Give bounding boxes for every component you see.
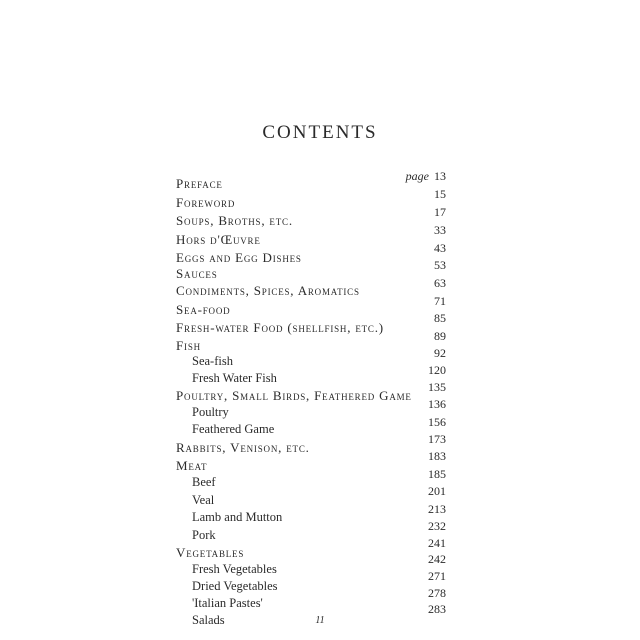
- toc-page-number: [406, 169, 446, 184]
- page-number-value: 15: [434, 187, 446, 201]
- toc-subsection-title: Fresh Water Fish: [192, 371, 277, 385]
- toc-section-title: Rabbits, Venison, etc.: [176, 440, 310, 455]
- page-number-value: 85: [434, 311, 446, 325]
- toc-section-title: Condiments, Spices, Aromatics: [176, 283, 360, 298]
- toc-section-title: Eggs and Egg Dishes: [176, 250, 302, 265]
- toc-section-title: Vegetables: [176, 545, 245, 560]
- toc-page-number: [434, 346, 446, 361]
- page-number-value: 183: [428, 449, 446, 463]
- toc-subsection-title: Poultry: [192, 405, 229, 419]
- toc-page-number: [428, 484, 446, 499]
- page-number-value: 33: [434, 223, 446, 237]
- toc-subsection-title: Veal: [192, 493, 215, 507]
- toc-page-number: [428, 449, 446, 464]
- page-number-value: 241: [428, 536, 446, 550]
- toc-section-title: Soups, Broths, etc.: [176, 213, 293, 228]
- toc-subsection-title: Beef: [192, 475, 216, 489]
- page-number-value: 13: [434, 169, 446, 183]
- page-number-value: 156: [428, 415, 446, 429]
- toc-section-title: Fish: [176, 338, 201, 353]
- page-number-value: 43: [434, 241, 446, 255]
- toc-page-number: [428, 380, 446, 395]
- page-number-value: 53: [434, 258, 446, 272]
- page-number-value: 201: [428, 484, 446, 498]
- toc-page-number: [434, 329, 446, 344]
- toc-subsection-title: Lamb and Mutton: [192, 510, 283, 524]
- toc-section-title: Hors d'Œuvre: [176, 232, 261, 247]
- page-number-value: 232: [428, 519, 446, 533]
- toc-page-number: [428, 397, 446, 412]
- page-number-value: 173: [428, 432, 446, 446]
- page-number-value: 17: [434, 205, 446, 219]
- toc-page-number: [434, 311, 446, 326]
- page-number-value: 283: [428, 602, 446, 616]
- toc-page-number: [428, 536, 446, 551]
- toc-section-title: Foreword: [176, 195, 236, 210]
- toc-page-number: [428, 467, 446, 482]
- toc-section-title: Poultry, Small Birds, Feathered Game: [176, 388, 412, 403]
- toc-subsection-title: Fresh Vegetables: [192, 562, 277, 576]
- page-number-value: 213: [428, 502, 446, 516]
- toc-page-number: [428, 586, 446, 601]
- toc-page-number: [434, 258, 446, 273]
- page-number-value: 242: [428, 552, 446, 566]
- toc-subsection-title: Salads: [192, 613, 225, 627]
- page-number-value: 185: [428, 467, 446, 481]
- toc-page-number: [434, 294, 446, 309]
- page-number-value: 120: [428, 363, 446, 377]
- toc-section-title: Meat: [176, 458, 208, 473]
- page-number-value: 71: [434, 294, 446, 308]
- toc-page-number: [428, 502, 446, 517]
- toc-page-number: [434, 223, 446, 238]
- toc-subsection-title: Dried Vegetables: [192, 579, 278, 593]
- page-folio: 11: [315, 615, 325, 626]
- toc-page-number: [428, 432, 446, 447]
- contents-heading: CONTENTS: [262, 122, 378, 143]
- toc-subsection-title: 'Italian Pastes': [192, 596, 263, 610]
- toc-subsection-title: Pork: [192, 528, 216, 542]
- toc-section-title: Sauces: [176, 266, 218, 281]
- page-number-value: 89: [434, 329, 446, 343]
- page-label: page: [405, 169, 429, 183]
- toc-section-title: Sea-food: [176, 302, 231, 317]
- toc-page-number: [428, 519, 446, 534]
- page-number-value: 136: [428, 397, 446, 411]
- toc-section-title: Fresh-water Food (shellfish, etc.): [176, 320, 384, 335]
- toc-subsection-title: Feathered Game: [192, 422, 275, 436]
- page-number-value: 135: [428, 380, 446, 394]
- toc-page-number: [434, 187, 446, 202]
- page-number-value: 271: [428, 569, 446, 583]
- toc-page-number: [428, 569, 446, 584]
- page-number-value: 278: [428, 586, 446, 600]
- page-number-value: 63: [434, 276, 446, 290]
- toc-page-number: [434, 276, 446, 291]
- toc-page-number: [428, 552, 446, 567]
- toc-subsection-title: Sea-fish: [192, 354, 233, 368]
- toc-page-number: [428, 363, 446, 378]
- page-number-value: 92: [434, 346, 446, 360]
- toc-section-title: Preface: [176, 176, 223, 191]
- toc-page-number: [428, 415, 446, 430]
- toc-page-number: [434, 205, 446, 220]
- toc-page-number: [434, 241, 446, 256]
